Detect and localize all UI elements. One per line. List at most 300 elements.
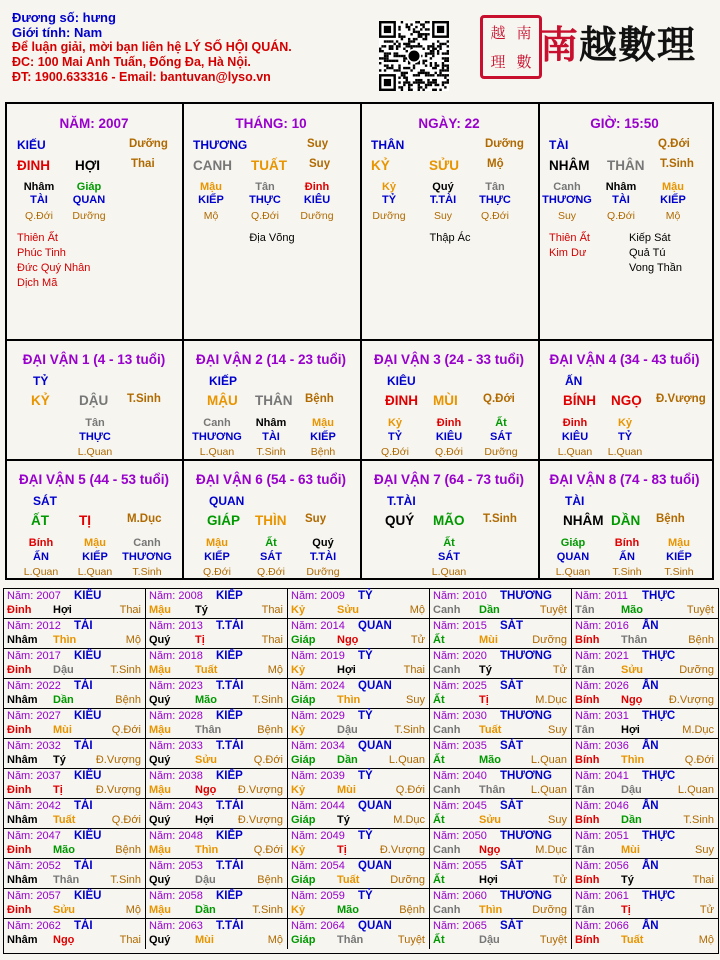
hidden-stem: Tân [255, 181, 275, 193]
year-god: QUAN [358, 740, 392, 752]
star-label: Quả Tú [629, 247, 666, 259]
year-phase: L.Quan [677, 784, 714, 796]
year-label: Năm: 2037 [7, 770, 61, 782]
luck-stem: NHÂM [563, 513, 604, 528]
year-phase: T.Sinh [110, 874, 141, 886]
year-god: KIẾP [216, 830, 243, 842]
luck-title: ĐẠI VẬN 2 (14 - 23 tuổi) [195, 352, 347, 367]
hidden-phase: Q.Đới [25, 210, 53, 222]
year-god: THỰC [642, 710, 676, 722]
pillar-phase: Q.Đới [658, 138, 690, 150]
year-phase: Dưỡng [532, 634, 567, 646]
year-label: Năm: 2048 [149, 830, 203, 842]
year-phase: Thai [692, 874, 714, 886]
year-branch: Dần [195, 904, 216, 916]
year-god: SÁT [500, 920, 523, 932]
year-branch: Ngọ [479, 844, 501, 856]
year-god: T.TÀI [216, 920, 244, 932]
year-label: Năm: 2056 [575, 860, 629, 872]
pillar-stem: CANH [193, 158, 232, 173]
year-god: SÁT [500, 800, 523, 812]
year-god: QUAN [358, 860, 392, 872]
year-branch: Mùi [479, 634, 498, 646]
year-god: T.TÀI [216, 680, 244, 692]
year-cell [4, 769, 146, 799]
year-stem: Canh [433, 604, 461, 616]
luck-7 [539, 461, 710, 577]
luck-stem: BÍNH [563, 393, 596, 408]
year-phase: Thai [261, 634, 283, 646]
year-god: ẤN [642, 680, 659, 692]
year-cell [288, 799, 430, 829]
star-label: Kiếp Sát [629, 232, 671, 244]
pillar-god: THƯƠNG [193, 138, 248, 152]
brand-logo [540, 14, 696, 69]
year-branch: Mùi [337, 784, 356, 796]
luck-god: ẤN [565, 374, 583, 388]
year-branch: Mão [479, 754, 501, 766]
year-branch: Dậu [53, 664, 74, 676]
hidden-god: T.TÀI [429, 194, 457, 206]
contact-address: ĐC: 100 Mai Anh Tuấn, Đống Đa, Hà Nội. [12, 55, 251, 69]
year-label: Năm: 2059 [291, 890, 345, 902]
luck-hidden-phase: L.Quan [607, 446, 643, 458]
year-phase: L.Quan [530, 754, 567, 766]
luck-nayin: Suy [305, 513, 327, 525]
luck-hidden-god: ẤN [619, 551, 635, 563]
year-stem: Mậu [149, 724, 171, 736]
year-god: KIÊU [74, 710, 102, 722]
year-label: Năm: 2012 [7, 620, 61, 632]
luck-stem: KỶ [31, 393, 50, 408]
pillar-phase: Dưỡng [129, 138, 168, 150]
hidden-god: THỰC [249, 194, 281, 206]
year-label: Năm: 2060 [433, 890, 487, 902]
year-phase: Đ.Vượng [668, 694, 714, 706]
year-god: T.TÀI [216, 740, 244, 752]
hidden-phase: Suy [557, 210, 577, 222]
year-label: Năm: 2026 [575, 680, 629, 692]
owner-gender: Giới tính: Nam [12, 25, 103, 40]
luck-hidden-stem: Mậu [312, 417, 334, 429]
year-stem: Quý [149, 814, 171, 826]
year-phase: Bệnh [115, 694, 141, 706]
luck-hidden-phase: L.Quan [431, 566, 467, 578]
year-label: Năm: 2029 [291, 710, 345, 722]
year-branch: Ngọ [621, 694, 643, 706]
year-branch: Tuất [621, 934, 644, 946]
year-stem: Kỷ [291, 904, 306, 916]
year-cell [288, 739, 430, 769]
luck-hidden-god: ẤN [33, 551, 49, 563]
year-phase: Q.Đới [111, 814, 141, 826]
luck-title: ĐẠI VẬN 6 (54 - 63 tuổi) [195, 472, 347, 487]
pillar-stem: NHÂM [549, 158, 590, 173]
year-cell [572, 739, 718, 769]
year-branch: Tuất [195, 664, 218, 676]
luck-hidden-stem: Ất [495, 417, 507, 429]
year-cell [4, 829, 146, 859]
luck-hidden-phase: Q.Đới [381, 446, 409, 458]
year-branch: Sửu [195, 754, 218, 766]
year-god: T.TÀI [216, 860, 244, 872]
year-phase: T.Sinh [252, 904, 283, 916]
hidden-phase: Q.Đới [481, 210, 509, 222]
year-cell [288, 769, 430, 799]
red-seal-logo [480, 15, 542, 79]
luck-hidden-god: SÁT [438, 551, 460, 563]
year-cell [572, 709, 718, 739]
year-cell [146, 889, 288, 919]
year-label: Năm: 2058 [149, 890, 203, 902]
year-phase: Tử [552, 874, 567, 886]
pillar-stem: ĐINH [17, 158, 50, 173]
luck-hidden-god: TỶ [387, 431, 403, 443]
pillar-title: NGÀY: 22 [418, 116, 480, 131]
year-branch: Dần [621, 814, 642, 826]
luck-hidden-stem: Đinh [436, 417, 462, 429]
year-branch: Mùi [195, 934, 214, 946]
year-label: Năm: 2028 [149, 710, 203, 722]
pillar-0 [7, 104, 181, 339]
year-cell [4, 859, 146, 889]
year-stem: Ất [433, 634, 445, 646]
year-cell [430, 649, 572, 679]
luck-title: ĐẠI VẬN 7 (64 - 73 tuổi) [373, 472, 525, 487]
year-phase: Tử [410, 634, 425, 646]
year-god: THỰC [642, 590, 676, 602]
year-stem: Ất [433, 694, 445, 706]
pillar-god: KIẾU [17, 138, 46, 152]
luck-0 [7, 341, 181, 459]
year-label: Năm: 2052 [7, 860, 61, 872]
luck-3 [539, 341, 710, 459]
hidden-god: TÀI [612, 194, 630, 206]
year-cell [288, 859, 430, 889]
year-branch: Tị [479, 694, 489, 706]
hidden-stem: Quý [432, 181, 454, 193]
year-label: Năm: 2047 [7, 830, 61, 842]
year-branch: Ngọ [195, 784, 217, 796]
luck-hidden-phase: T.Sinh [612, 566, 642, 578]
year-label: Năm: 2061 [575, 890, 629, 902]
year-branch: Ngọ [53, 934, 75, 946]
year-phase: Bệnh [688, 634, 714, 646]
luck-stem: ĐINH [385, 393, 418, 408]
pillar-2 [361, 104, 537, 339]
year-phase: Suy [695, 844, 714, 856]
luck-hidden-god: THỰC [79, 431, 111, 443]
year-stem: Ất [433, 874, 445, 886]
year-phase: T.Sinh [683, 814, 714, 826]
hidden-phase: Mộ [665, 210, 681, 222]
year-branch: Tý [195, 604, 208, 616]
brand-char: 南 [540, 22, 580, 67]
year-cell [146, 679, 288, 709]
year-stem: Tân [575, 844, 595, 856]
hidden-god: QUAN [72, 194, 106, 206]
year-god: KIÊU [74, 770, 102, 782]
year-stem: Canh [433, 724, 461, 736]
year-stem: Tân [575, 724, 595, 736]
year-phase: Dưỡng [390, 874, 425, 886]
luck-hidden-phase: T.Sinh [256, 446, 286, 458]
year-cell [288, 709, 430, 739]
luck-god: SÁT [33, 494, 57, 508]
year-god: THỰC [642, 650, 676, 662]
year-phase: Mộ [698, 934, 714, 946]
year-label: Năm: 2053 [149, 860, 203, 872]
luck-hidden-stem: Kỷ [387, 417, 403, 429]
year-stem: Quý [149, 634, 171, 646]
pillar-phase: Suy [307, 138, 329, 150]
year-label: Năm: 2043 [149, 800, 203, 812]
year-label: Năm: 2020 [433, 650, 487, 662]
hidden-phase: Q.Đới [251, 210, 279, 222]
year-stem: Kỷ [291, 724, 306, 736]
year-label: Năm: 2015 [433, 620, 487, 632]
year-god: TỶ [358, 770, 373, 782]
luck-title: ĐẠI VẬN 4 (34 - 43 tuổi) [549, 352, 700, 367]
year-cell [4, 799, 146, 829]
year-branch: Hợi [621, 724, 640, 736]
year-branch: Dậu [479, 934, 500, 946]
year-cell [572, 619, 718, 649]
year-label: Năm: 2038 [149, 770, 203, 782]
year-stem: Nhâm [7, 634, 38, 646]
year-cell [430, 679, 572, 709]
year-cell [146, 799, 288, 829]
hidden-god: THỰC [479, 194, 511, 206]
year-stem: Giáp [291, 814, 316, 826]
hidden-stem: Giáp [76, 181, 102, 193]
year-branch: Mão [621, 604, 643, 616]
year-god: KIẾP [216, 650, 243, 662]
year-god: KIÊU [74, 650, 102, 662]
year-stem: Bính [575, 694, 600, 706]
hidden-stem: Tân [485, 181, 505, 193]
year-phase: Dưỡng [532, 904, 567, 916]
year-branch: Hợi [337, 664, 356, 676]
year-label: Năm: 2010 [433, 590, 487, 602]
year-cell [146, 829, 288, 859]
year-branch: Tuất [479, 724, 502, 736]
year-label: Năm: 2030 [433, 710, 487, 722]
year-branch: Mão [53, 844, 75, 856]
year-god: THƯƠNG [500, 830, 552, 842]
year-cell [288, 829, 430, 859]
year-branch: Tuất [53, 814, 76, 826]
year-label: Năm: 2066 [575, 920, 629, 932]
year-cell [430, 919, 572, 949]
year-cell [146, 619, 288, 649]
year-label: Năm: 2050 [433, 830, 487, 842]
year-branch: Thân [337, 934, 364, 946]
luck-title: ĐẠI VẬN 1 (4 - 13 tuổi) [22, 352, 166, 367]
luck-hidden-god: TÀI [262, 431, 280, 443]
year-god: ẤN [642, 620, 659, 632]
year-god: KIẾP [216, 590, 243, 602]
year-cell [146, 859, 288, 889]
year-branch: Hợi [195, 814, 214, 826]
luck-hidden-phase: Bệnh [310, 446, 336, 458]
luck-hidden-stem: Ất [265, 537, 277, 549]
year-cell [430, 619, 572, 649]
year-god: ẤN [642, 920, 659, 932]
luck-hidden-phase: L.Quan [23, 566, 59, 578]
year-phase: Q.Đới [111, 724, 141, 736]
luck-title: ĐẠI VẬN 8 (74 - 83 tuổi) [549, 472, 700, 487]
year-cell [572, 919, 718, 949]
pillar-stem: KỶ [371, 158, 390, 173]
year-god: QUAN [358, 920, 392, 932]
year-cell [146, 739, 288, 769]
year-label: Năm: 2022 [7, 680, 61, 692]
luck-hidden-god: SÁT [490, 431, 512, 443]
luck-god: T.TÀI [387, 494, 416, 508]
year-branch: Tý [53, 754, 66, 766]
year-stem: Quý [149, 694, 171, 706]
year-god: TỶ [358, 830, 373, 842]
year-phase: Bệnh [257, 874, 283, 886]
luck-god: TÀI [565, 494, 585, 508]
year-god: QUAN [358, 680, 392, 692]
year-god: ẤN [642, 860, 659, 872]
year-label: Năm: 2016 [575, 620, 629, 632]
year-cell [288, 679, 430, 709]
pillar-3 [539, 104, 710, 339]
year-stem: Giáp [291, 934, 316, 946]
qr-code-icon [379, 21, 449, 91]
year-label: Năm: 2024 [291, 680, 345, 692]
hidden-stem: Đinh [304, 181, 330, 193]
seal-char: 南 [516, 23, 532, 42]
year-cell [430, 769, 572, 799]
year-phase: Đ.Vượng [95, 784, 141, 796]
year-stem: Canh [433, 784, 461, 796]
year-cell [288, 649, 430, 679]
luck-hidden-phase: Dưỡng [484, 446, 518, 458]
year-god: KIÊU [74, 590, 102, 602]
year-label: Năm: 2031 [575, 710, 629, 722]
year-phase: Mộ [267, 934, 283, 946]
luck-branch: DẦN [611, 513, 641, 528]
hidden-stem: Mậu [662, 181, 684, 193]
year-branch: Dần [479, 604, 500, 616]
year-stem: Mậu [149, 844, 171, 856]
year-stem: Giáp [291, 754, 316, 766]
year-phase: Đ.Vượng [379, 844, 425, 856]
year-cell [288, 919, 430, 949]
year-branch: Sửu [621, 664, 644, 676]
year-branch: Ngọ [337, 634, 359, 646]
year-god: THỰC [642, 890, 676, 902]
year-cell [146, 649, 288, 679]
star-label: Thập Ác [429, 232, 471, 244]
year-stem: Ất [433, 934, 445, 946]
year-god: TÀI [74, 740, 93, 752]
luck-nayin: Q.Đới [483, 393, 515, 405]
year-cell [288, 589, 430, 619]
year-god: THƯƠNG [500, 890, 552, 902]
year-cell [572, 679, 718, 709]
year-label: Năm: 2039 [291, 770, 345, 782]
luck-hidden-phase: T.Sinh [132, 566, 162, 578]
year-branch: Sửu [337, 604, 360, 616]
luck-hidden-phase: Q.Đới [257, 566, 285, 578]
year-phase: M.Dục [682, 724, 714, 736]
year-stem: Tân [575, 664, 595, 676]
year-phase: Dưỡng [679, 664, 714, 676]
luck-hidden-god: THƯƠNG [192, 431, 242, 443]
year-god: KIẾP [216, 770, 243, 782]
hidden-phase: Mộ [203, 210, 219, 222]
luck-hidden-stem: Canh [203, 417, 231, 429]
year-cell [430, 739, 572, 769]
luck-stem: QUÝ [385, 513, 415, 528]
star-label: Địa Võng [249, 232, 295, 244]
year-branch: Thân [53, 874, 80, 886]
hidden-god: THƯƠNG [542, 194, 592, 206]
year-branch: Tuất [337, 874, 360, 886]
year-label: Năm: 2011 [575, 590, 628, 602]
year-branch: Mùi [621, 844, 640, 856]
year-god: TÀI [74, 680, 93, 692]
year-cell [572, 829, 718, 859]
year-god: TỶ [358, 590, 373, 602]
year-phase: Đ.Vượng [95, 754, 141, 766]
luck-hidden-phase: L.Quan [77, 446, 113, 458]
year-phase: Mộ [125, 634, 141, 646]
year-cell [572, 589, 718, 619]
year-stem: Bính [575, 934, 600, 946]
luck-hidden-stem: Giáp [560, 537, 586, 549]
year-label: Năm: 2023 [149, 680, 203, 692]
luck-hidden-stem: Bính [28, 537, 54, 549]
year-cell [4, 589, 146, 619]
luck-branch: MÙI [433, 393, 458, 408]
year-label: Năm: 2063 [149, 920, 203, 932]
luck-hidden-stem: Kỷ [617, 417, 633, 429]
year-label: Năm: 2027 [7, 710, 61, 722]
year-stem: Kỷ [291, 604, 306, 616]
year-stem: Đinh [7, 904, 32, 916]
year-branch: Tị [621, 904, 631, 916]
luck-hidden-god: QUAN [556, 551, 590, 563]
year-stem: Nhâm [7, 934, 38, 946]
luck-branch: THÌN [255, 513, 287, 528]
year-god: TỶ [358, 710, 373, 722]
year-branch: Tị [53, 784, 63, 796]
year-branch: Thân [195, 724, 222, 736]
year-phase: Tử [699, 904, 714, 916]
pillar-branch: SỬU [429, 158, 459, 173]
year-branch: Thìn [337, 694, 361, 706]
year-phase: M.Dục [393, 814, 425, 826]
year-label: Năm: 2007 [7, 590, 61, 602]
year-label: Năm: 2046 [575, 800, 629, 812]
year-label: Năm: 2014 [291, 620, 345, 632]
luck-god: QUAN [209, 494, 245, 508]
year-branch: Sửu [479, 814, 502, 826]
seal-char: 越 [490, 23, 506, 42]
hidden-stem: Canh [553, 181, 581, 193]
pillar-branch: THÂN [607, 158, 645, 173]
year-cell [430, 889, 572, 919]
hidden-god: KIÊU [303, 194, 331, 206]
hidden-stem: Mậu [200, 181, 222, 193]
hidden-stem: Nhâm [23, 181, 55, 193]
